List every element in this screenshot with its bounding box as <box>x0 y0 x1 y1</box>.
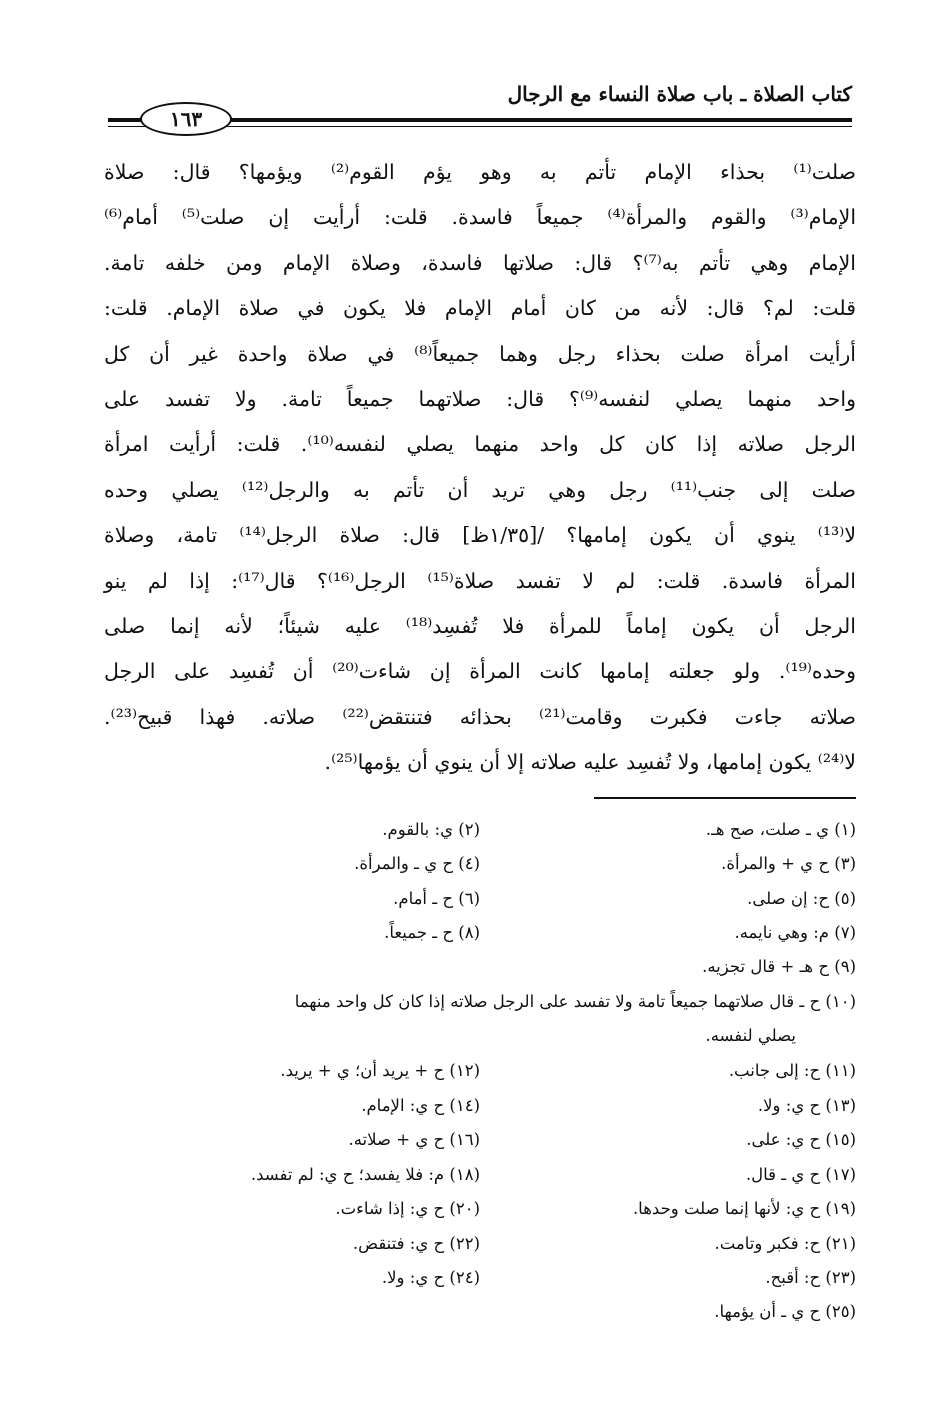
footnote-row <box>104 881 856 916</box>
text-line: قلت: لم؟ قال: لأنه من كان أمام الإمام فلا يكون في صلاة الإمام. قلت: <box>104 296 856 321</box>
footnote-row <box>104 1226 856 1261</box>
text-line: واحد منهما يصلي لنفسه⁽⁹⁾؟ قال: صلاتهما جميعاً تامة. ولا تفسد على <box>104 386 857 411</box>
running-title: كتاب الصلاة ـ باب صلاة النساء مع الرجال <box>507 82 852 106</box>
footnote: (٢١) ح: فكبر وتامت. <box>714 1233 856 1253</box>
footnote-row <box>104 916 856 951</box>
footnote-row <box>104 1088 856 1123</box>
text-line: صلاته جاءت فكبرت وقامت⁽²¹⁾ بحذائه فتنتقض⁽²²⁾ صلاته. فهذا قبيح⁽²³⁾. <box>104 704 856 729</box>
footnote-row <box>104 1123 856 1158</box>
text-line: صلت⁽¹⁾ بحذاء الإمام تأتم به وهو يؤم القوم⁽²⁾ ويؤمها؟ قال: صلاة <box>104 160 857 184</box>
footnote: (١٧) ح ي ـ قال. <box>745 1164 856 1184</box>
footnotes <box>104 812 856 1330</box>
footnote: (١٠) ح ـ قال صلاتهما جميعاً تامة ولا تفسد على الرجل صلاته إذا كان كل واحد منهما <box>294 991 856 1011</box>
footnote-separator <box>594 797 856 799</box>
footnote: (٢٥) ح ي ـ أن يؤمها. <box>714 1302 856 1321</box>
footnote: (١٥) ح ي: على. <box>746 1130 856 1150</box>
footnote: (٥) ح: إن صلى. <box>747 888 856 908</box>
footnote: (٤) ح ي ـ والمرأة. <box>354 854 480 874</box>
footnote-continuation: يصلي لنفسه. <box>705 1026 796 1045</box>
footnote-row <box>104 812 856 847</box>
footnote: (٨) ح ـ جميعاً. <box>384 923 480 943</box>
footnote: (٢٠) ح ي: إذا شاءت. <box>335 1199 480 1219</box>
footnote: (١٨) م: فلا يفسد؛ ح ي: لم تفسد. <box>250 1164 480 1184</box>
text-line: الرجل صلاته إذا كان كل واحد منهما يصلي لنفسه⁽¹⁰⁾. قلت: أرأيت امرأة <box>104 432 856 457</box>
footnote: (١) ي ـ صلت، صح هـ. <box>705 819 856 839</box>
footnote: (١٩) ح ي: لأنها إنما صلت وحدها. <box>632 1199 856 1219</box>
footnote: (٢٣) ح: أقبح. <box>765 1268 856 1288</box>
text-line: أرأيت امرأة صلت بحذاء رجل وهما جميعاً⁽⁸⁾ في صلاة واحدة غير أن كل <box>104 341 856 366</box>
footnote: (٩) ح هـ + قال تجزيه. <box>702 957 856 976</box>
main-text <box>104 150 856 785</box>
footnote: (٢٢) ح ي: فتنقض. <box>352 1233 480 1253</box>
footnote: (١٦) ح ي + صلاته. <box>348 1130 480 1150</box>
footnote: (٢٤) ح ي: ولا. <box>381 1268 480 1288</box>
page-number: ١٦٣ <box>140 102 232 136</box>
footnote: (٣) ح ي + والمرأة. <box>721 854 856 874</box>
footnote: (١٢) ح + يريد أن؛ ي + يريد. <box>280 1061 480 1081</box>
text-line: لا⁽²⁴⁾ يكون إمامها، ولا تُفسِد عليه صلاته إلا أن ينوي أن يؤمها⁽²⁵⁾. <box>324 750 856 775</box>
footnote-row <box>104 1261 856 1296</box>
text-line: الرجل أن يكون إماماً للمرأة فلا تُفسِد⁽¹⁸⁾ عليه شيئاً؛ لأنه إنما صلى <box>104 613 856 638</box>
footnote: (١١) ح: إلى جانب. <box>728 1061 856 1081</box>
footnote: (١٤) ح ي: الإمام. <box>361 1095 480 1115</box>
text-line: الإمام وهي تأتم به⁽⁷⁾؟ قال: صلاتها فاسدة، وصلاة الإمام ومن خلفه تامة. <box>104 250 857 275</box>
footnote-row <box>104 1192 856 1227</box>
text-line: المرأة فاسدة. قلت: لم لا تفسد صلاة⁽¹⁵⁾ الرجل⁽¹⁶⁾؟ قال⁽¹⁷⁾: إذا لم ينو <box>104 568 856 593</box>
text-line: الإمام⁽³⁾ والقوم والمرأة⁽⁴⁾ جميعاً فاسدة. قلت: أرأيت إن صلت⁽⁵⁾ أمام⁽⁶⁾ <box>104 205 857 230</box>
footnote: (١٣) ح ي: ولا. <box>757 1095 856 1115</box>
footnote: (٧) م: وهي نايمه. <box>734 923 856 943</box>
footnote: (٦) ح ـ أمام. <box>393 888 480 908</box>
footnote-row <box>104 1157 856 1192</box>
text-line: صلت إلى جنب⁽¹¹⁾ رجل وهي تريد أن تأتم به والرجل⁽¹²⁾ يصلي وحده <box>104 477 856 502</box>
footnote: (٢) ي: بالقوم. <box>382 819 480 839</box>
footnote-row <box>104 1054 856 1089</box>
text-line: لا⁽¹³⁾ ينوي أن يكون إمامها؟ /[١/٣٥ظ] قال: صلاة الرجل⁽¹⁴⁾ تامة، وصلاة <box>104 523 857 548</box>
text-line: وحده⁽¹⁹⁾. ولو جعلته إمامها كانت المرأة إن شاءت⁽²⁰⁾ أن تُفسِد على الرجل <box>104 659 856 684</box>
footnote-row <box>104 847 856 882</box>
